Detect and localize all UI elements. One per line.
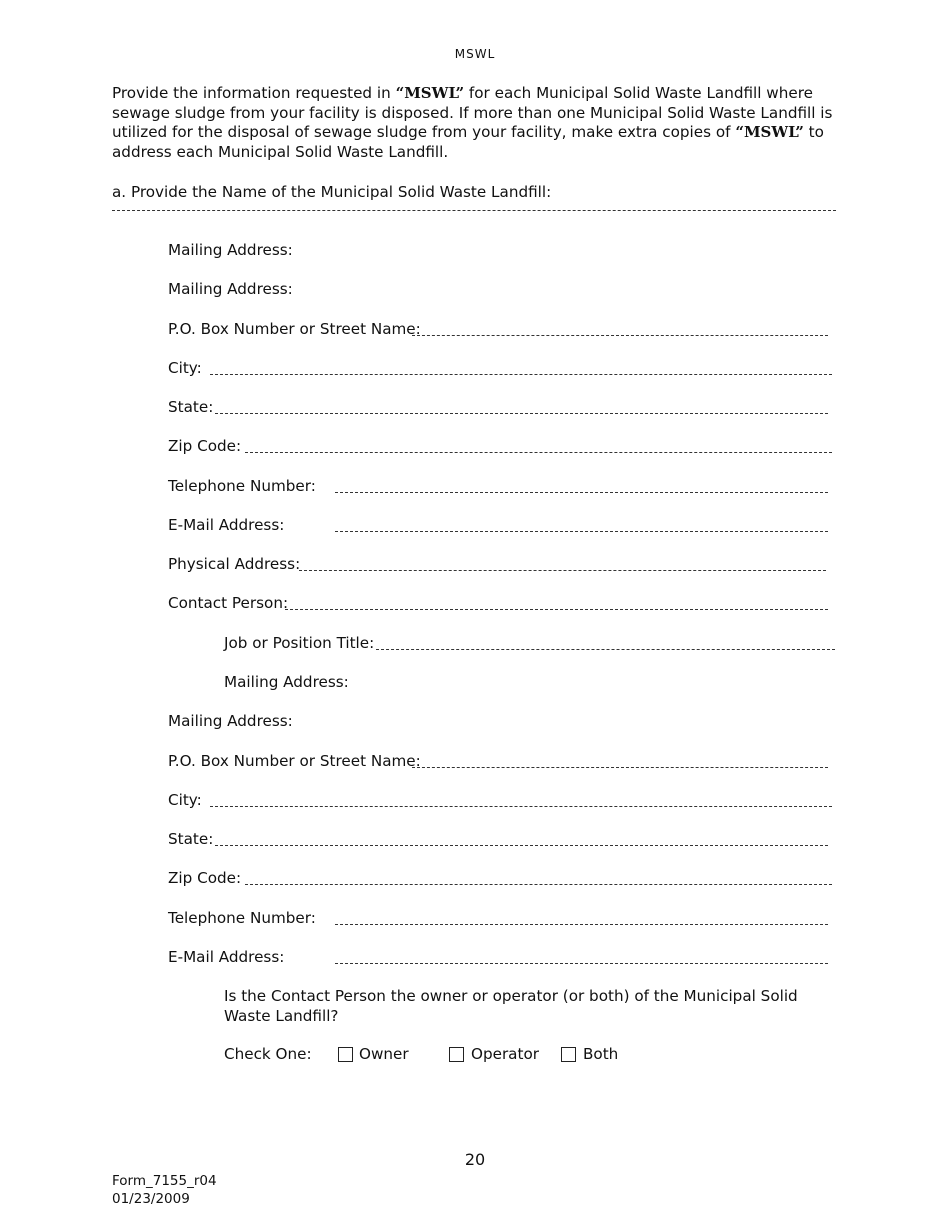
field-label: P.O. Box Number or Street Name: <box>168 752 421 770</box>
field-label: Mailing Address: <box>168 712 293 730</box>
field-label: Physical Address: <box>168 555 301 573</box>
page-header: MSWL <box>454 47 496 61</box>
question-a-label: a. Provide the Name of the Municipal Solid Waste Landfill: <box>112 183 552 201</box>
field-city <box>168 359 848 379</box>
zip-code-input[interactable] <box>245 452 832 453</box>
intro-text-2: for each Municipal Solid Waste Landfill where sewage sludge from your facility is disposed. If more than one Municipal Solid Waste Landfill is utilized for the disposal of sewage sludge from your facility, make extra copies of <box>112 84 833 141</box>
field-state <box>168 398 848 418</box>
field-state-2 <box>168 830 848 850</box>
state-input[interactable] <box>215 413 828 414</box>
field-label: City: <box>168 791 202 809</box>
field-zip-code-2 <box>168 869 848 889</box>
field-label: State: <box>168 830 214 848</box>
field-telephone-2 <box>168 909 848 929</box>
field-mailing-address-heading-2 <box>168 280 848 300</box>
owner-checkbox[interactable] <box>338 1047 353 1062</box>
both-option-label: Both <box>583 1045 619 1063</box>
field-label: Telephone Number: <box>168 477 316 495</box>
field-physical-address <box>168 555 848 575</box>
field-city-2 <box>168 791 848 811</box>
both-checkbox[interactable] <box>561 1047 576 1062</box>
contact-person-input[interactable] <box>285 609 828 610</box>
form-id: Form_7155_r04 <box>112 1173 217 1189</box>
field-email-2 <box>168 948 848 968</box>
form-footer <box>112 1172 217 1208</box>
contact-role-question: Is the Contact Person the owner or operator (or both) of the Municipal Solid Waste Landfill? <box>224 987 798 1025</box>
field-label: Job or Position Title: <box>224 634 375 652</box>
field-label: City: <box>168 359 202 377</box>
telephone-input[interactable] <box>335 492 828 493</box>
field-label: Mailing Address: <box>168 280 293 298</box>
field-label: P.O. Box Number or Street Name: <box>168 320 421 338</box>
city-input-2[interactable] <box>210 806 832 807</box>
field-mailing-address-heading-3 <box>168 712 848 732</box>
zip-code-input-2[interactable] <box>245 884 832 885</box>
landfill-name-field[interactable] <box>112 210 836 211</box>
field-contact-person <box>168 594 848 614</box>
operator-checkbox[interactable] <box>449 1047 464 1062</box>
field-telephone <box>168 477 848 497</box>
field-po-box-street <box>168 320 848 340</box>
telephone-input-2[interactable] <box>335 924 828 925</box>
field-contact-mailing-address-heading <box>224 673 844 693</box>
field-label: E-Mail Address: <box>168 948 285 966</box>
field-label: State: <box>168 398 214 416</box>
field-job-title <box>224 634 844 654</box>
job-title-input[interactable] <box>376 649 835 650</box>
form-date: 01/23/2009 <box>112 1191 190 1207</box>
field-label: Mailing Address: <box>168 241 293 259</box>
field-mailing-address-heading-1 <box>168 241 848 261</box>
page-number: 20 <box>464 1150 486 1169</box>
intro-text-1: Provide the information requested in <box>112 84 396 102</box>
field-label: Mailing Address: <box>224 673 349 691</box>
intro-text-3: to address each Municipal Solid Waste Landfill. <box>112 123 824 161</box>
field-po-box-street-2 <box>168 752 848 772</box>
physical-address-input[interactable] <box>299 570 826 571</box>
check-one-label: Check One: <box>224 1045 312 1063</box>
state-input-2[interactable] <box>215 845 828 846</box>
intro-mswl-ref-1: “MSWL” <box>395 84 465 102</box>
intro-paragraph <box>112 84 842 162</box>
field-zip-code <box>168 437 848 457</box>
field-label: E-Mail Address: <box>168 516 285 534</box>
city-input[interactable] <box>210 374 832 375</box>
intro-mswl-ref-2: “MSWL” <box>735 123 804 141</box>
owner-option-label: Owner <box>359 1045 409 1063</box>
email-input-2[interactable] <box>335 963 828 964</box>
email-input[interactable] <box>335 531 828 532</box>
field-email <box>168 516 848 536</box>
po-box-street-input-2[interactable] <box>412 767 828 768</box>
field-label: Zip Code: <box>168 869 242 887</box>
po-box-street-input[interactable] <box>412 335 828 336</box>
field-label: Telephone Number: <box>168 909 316 927</box>
field-label: Zip Code: <box>168 437 242 455</box>
field-label: Contact Person: <box>168 594 289 612</box>
operator-option-label: Operator <box>471 1045 539 1063</box>
